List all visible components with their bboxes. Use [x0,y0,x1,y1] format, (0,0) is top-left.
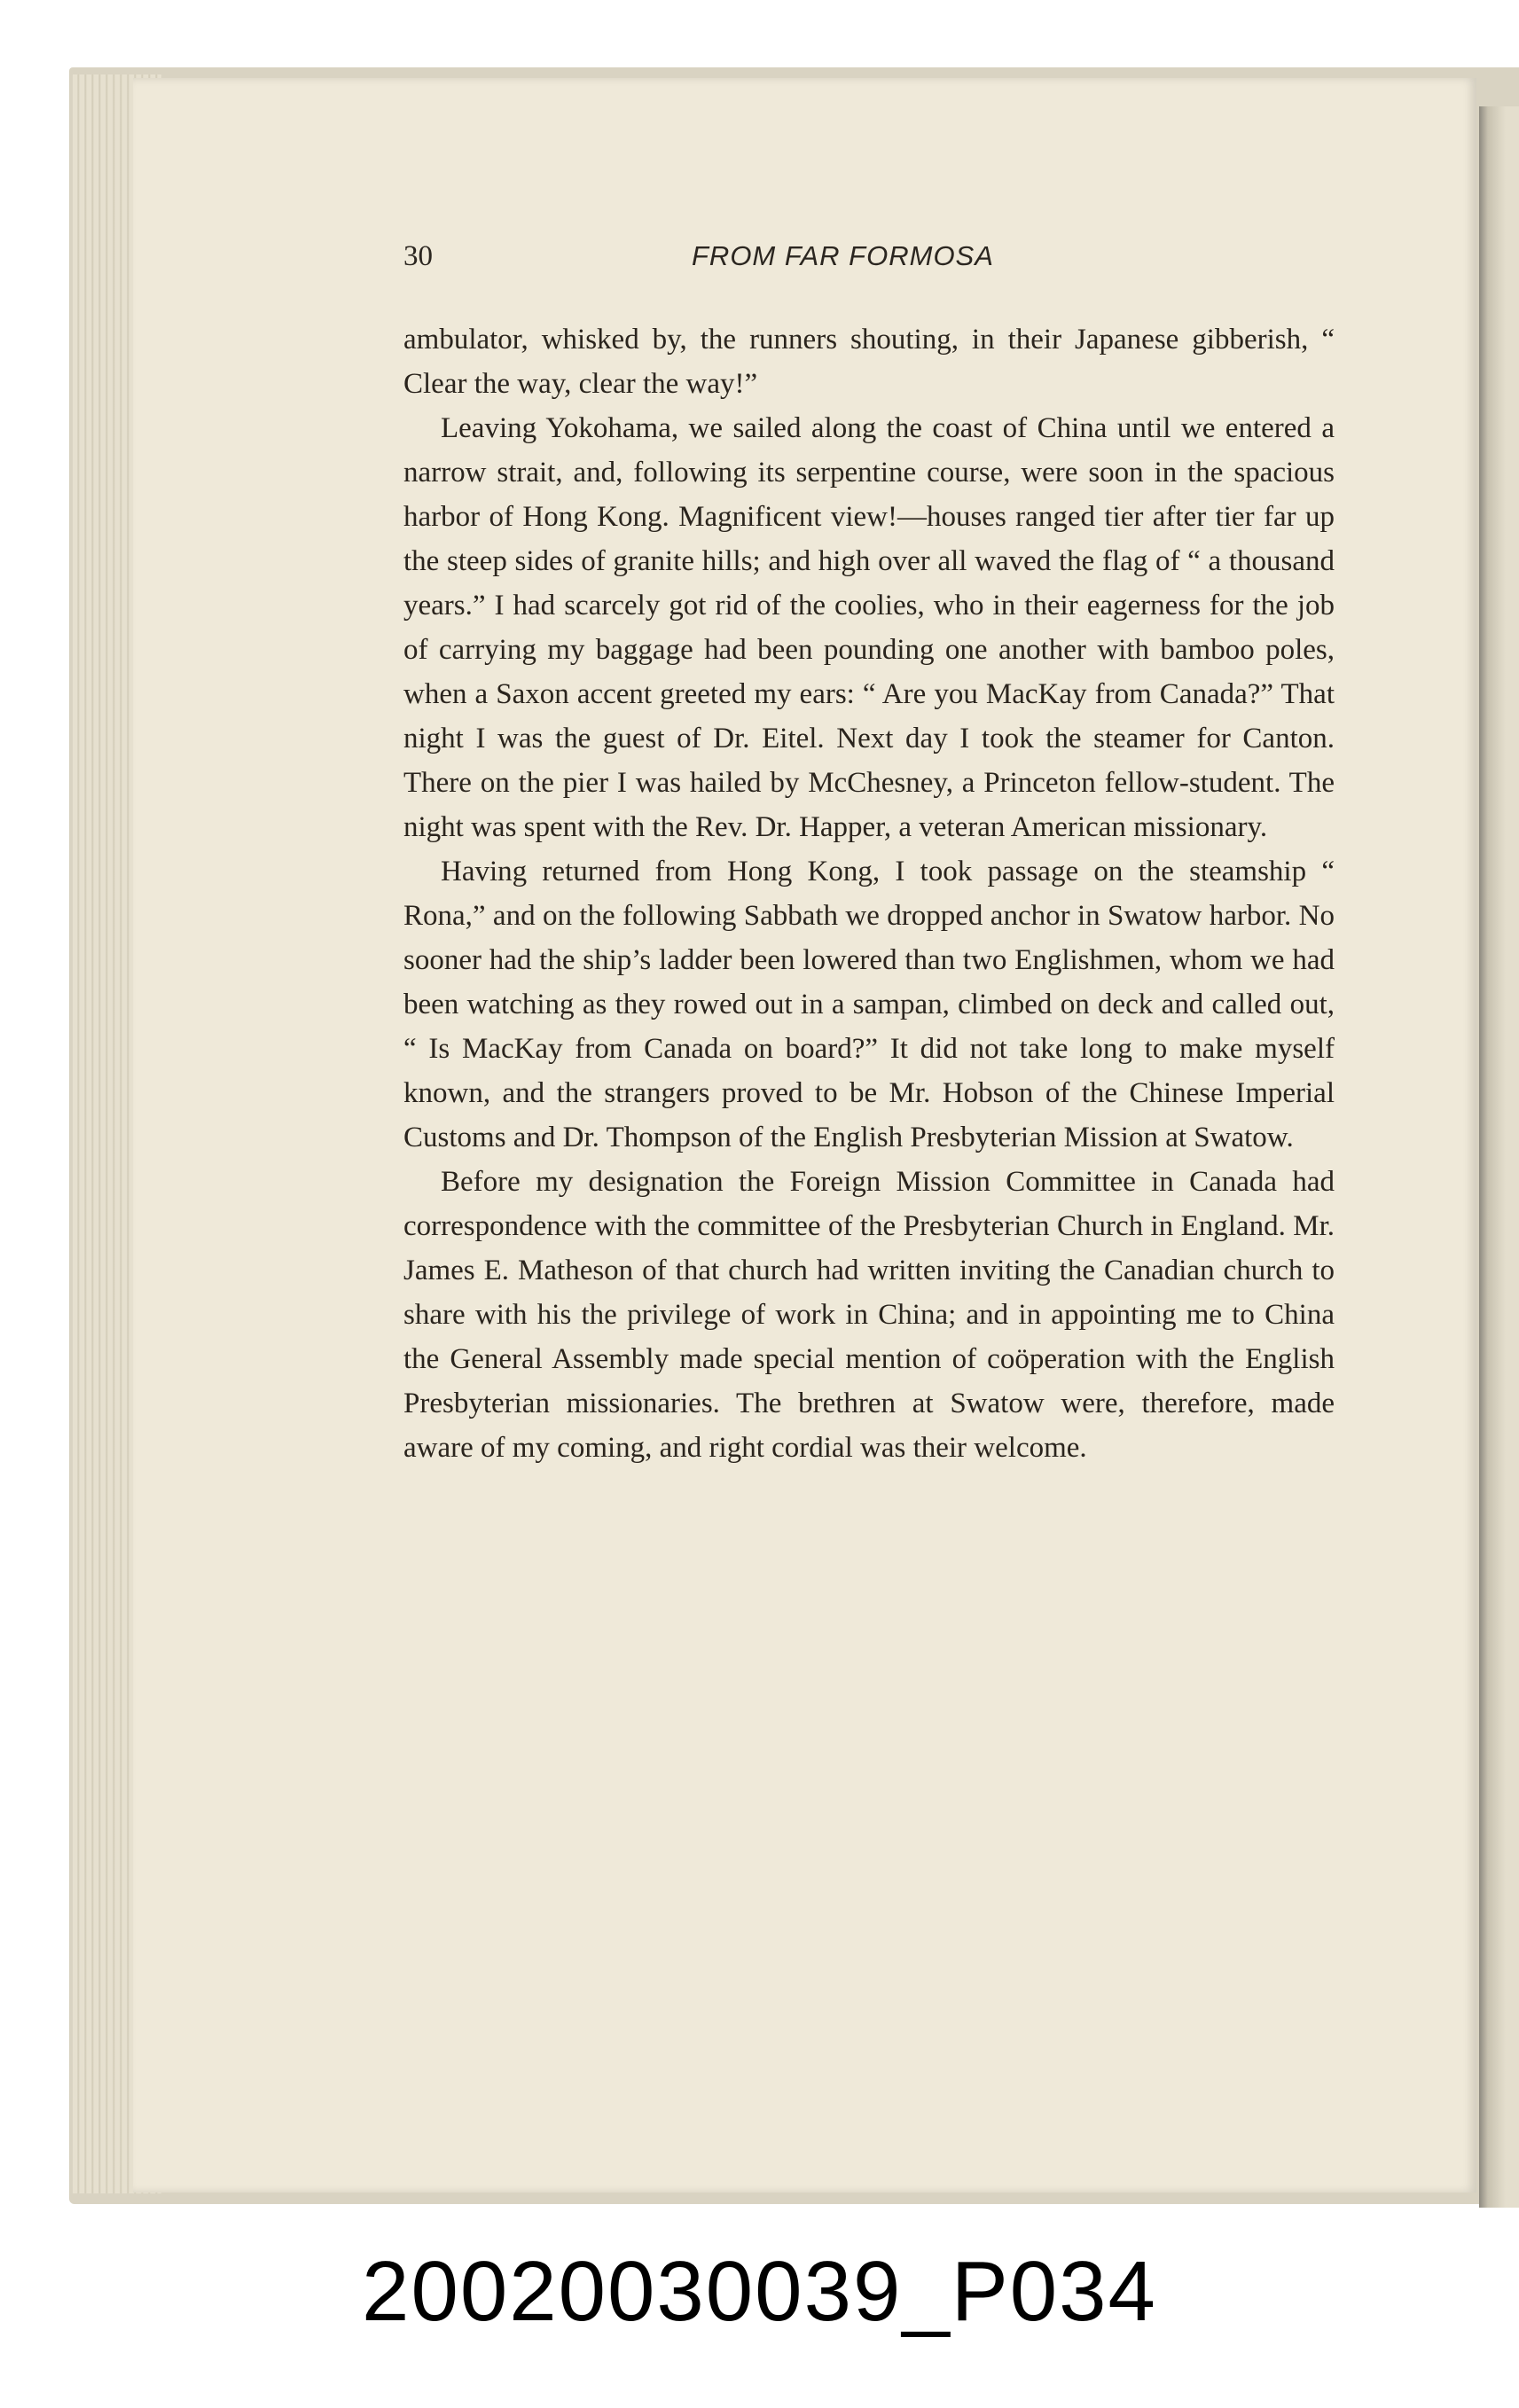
body-text [403,317,1335,1470]
running-head-title: FROM FAR FORMOSA [692,240,994,271]
paragraph-3: Having returned from Hong Kong, I took passage on the steamship “ Rona,” and on the following Sabbath we dropped anchor in Swatow harbor. No sooner had the ship’s ladder been lowered than two Englishmen, whom we had been watching as they rowed out in a sampan, climbed on deck and called out, “ Is MacKay from Canada on board?” It did not take long to make myself known, and the strangers proved to be Mr. Hobson of the Chinese Imperial Customs and Dr. Thompson of the English Presbyterian Mission at Swatow. [403,856,1335,1153]
accession-number: 20020030039_P034 [362,2244,1157,2339]
running-head [403,240,1335,276]
paragraph-1: ambulator, whisked by, the runners shouting, in their Japanese gibberish, “ Clear the way, clear the way!” [403,324,1335,400]
paragraph-2: Leaving Yokohama, we sailed along the coast of China until we entered a narrow strait, and, following its serpentine course, were soon in the spacious harbor of Hong Kong. Magnificent view!—houses ranged tier after tier far up the steep sides of granite hills; and high over all waved the flag of “ a thousand years.” I had scarcely got rid of the coolies, who in their eagerness for the job of carrying my baggage had been pounding one another with bamboo poles, when a Saxon accent greeted my ears: “ Are you MacKay from Canada?” That night I was the guest of Dr. Eitel. Next day I took the steamer for Canton. There on the pier I was hailed by McChesney, a Princeton fellow-student. The night was spent with the Rev. Dr. Happer, a veteran American missionary. [403,412,1335,843]
page-number: 30 [403,240,433,272]
facing-page-strip [1479,106,1519,2208]
paragraph-4: Before my designation the Foreign Mission Committee in Canada had correspondence with the committee of the Presbyterian Church in England. Mr. James E. Matheson of that church had written inviting the Canadian church to share with his the privilege of work in China; and in appointing me to China the General Assembly made special mention of coöperation with the English Presbyterian missionaries. The brethren at Swatow were, therefore, made aware of my coming, and right cordial was their welcome. [403,1166,1335,1464]
